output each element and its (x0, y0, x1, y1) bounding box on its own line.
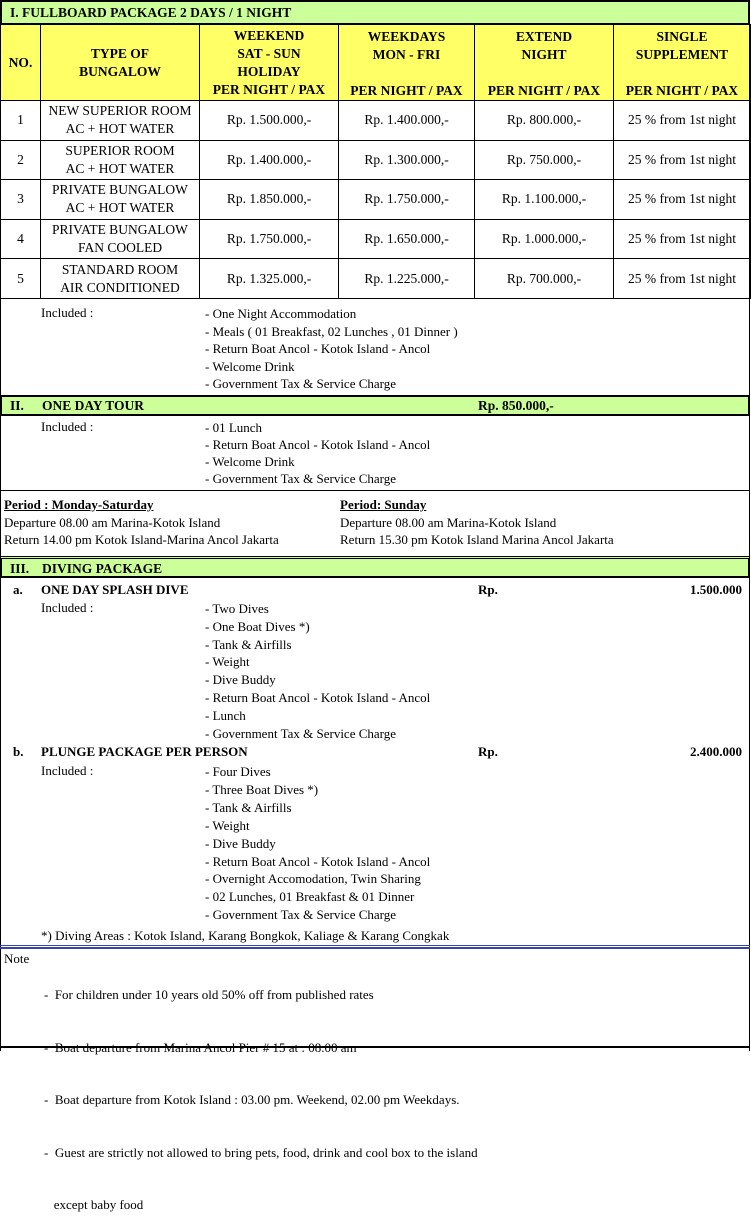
header-no: NO. (1, 25, 41, 101)
weekdays-price: Rp. 1.750.000,- (339, 180, 475, 220)
section-3-header (0, 556, 750, 578)
list-item: - Government Tax & Service Charge (205, 907, 397, 923)
section-2-title: ONE DAY TOUR (42, 398, 145, 413)
table-row (1, 180, 751, 220)
weekend-price: Rp. 1.500.000,- (200, 101, 339, 141)
bottom-border (0, 1046, 750, 1048)
sec2-divider (0, 490, 750, 491)
frame-right (749, 0, 750, 1051)
weekend-price: Rp. 1.750.000,- (200, 219, 339, 259)
note-divider (0, 945, 750, 949)
list-item: - Two Dives (205, 601, 269, 616)
list-item: except baby food (44, 1197, 144, 1212)
period-weekday-departure: Departure 08.00 am Marina-Kotok Island (4, 514, 221, 530)
section-2-number: II. (10, 398, 24, 413)
package-b-included-list (205, 763, 430, 924)
header-type: TYPE OF BUNGALOW (41, 25, 200, 101)
row-number: 1 (1, 101, 41, 141)
extend-price: Rp. 1.000.000,- (475, 219, 614, 259)
list-item: - Tank & Airfills (205, 636, 292, 652)
section-3-number: III. (10, 561, 30, 576)
period-sunday-departure: Departure 08.00 am Marina-Kotok Island (340, 514, 557, 530)
list-item: - Return Boat Ancol - Kotok Island - Ancol (205, 437, 431, 452)
package-b-rp: Rp. (478, 744, 498, 759)
single-supplement: 25 % from 1st night (614, 101, 751, 141)
section-2-header (0, 395, 750, 416)
extend-price: Rp. 800.000,- (475, 101, 614, 141)
period-sunday-return: Return 15.30 pm Kotok Island Marina Ancol Jakarta (340, 532, 614, 547)
row-number: 3 (1, 180, 41, 220)
period-weekday-title: Period : Monday-Saturday (4, 497, 154, 512)
section-3-title: DIVING PACKAGE (42, 561, 163, 576)
list-item: - Weight (205, 654, 250, 670)
package-b-letter: b. (13, 744, 24, 759)
header-weekdays: WEEKDAYS MON - FRI PER NIGHT / PAX (339, 25, 475, 101)
weekend-price: Rp. 1.850.000,- (200, 180, 339, 220)
package-a-price: 1.500.000 (690, 582, 742, 597)
bungalow-price-table (0, 24, 751, 299)
section-1-title: I. FULLBOARD PACKAGE 2 DAYS / 1 NIGHT (10, 5, 292, 20)
list-item: - Lunch (205, 707, 246, 723)
list-item: - Dive Buddy (205, 835, 276, 851)
sec1-included-list (205, 305, 458, 393)
list-item: - Government Tax & Service Charge (205, 471, 397, 486)
extend-price: Rp. 1.100.000,- (475, 180, 614, 220)
list-item: - Tank & Airfills (205, 799, 292, 815)
list-item: - 01 Lunch (205, 420, 263, 435)
list-item: - Return Boat Ancol - Kotok Island - Ancol (205, 341, 431, 357)
frame-left (0, 0, 1, 1051)
weekend-price: Rp. 1.325.000,- (200, 259, 339, 299)
bungalow-type: SUPERIOR ROOM AC + HOT WATER (41, 140, 200, 180)
row-number: 4 (1, 219, 41, 259)
list-item: - Three Boat Dives *) (205, 781, 319, 797)
table-row (1, 101, 751, 141)
package-b-title: PLUNGE PACKAGE PER PERSON (41, 744, 248, 759)
table-row (1, 259, 751, 299)
extend-price: Rp. 750.000,- (475, 140, 614, 180)
note-label: Note (4, 951, 30, 966)
single-supplement: 25 % from 1st night (614, 219, 751, 259)
list-item: - Overnight Accomodation, Twin Sharing (205, 871, 421, 887)
list-item: - Boat departure from Marina Ancol Pier # 15 at : 08.00 am (44, 1039, 357, 1055)
sec1-included-label: Included : (41, 305, 94, 320)
row-number: 5 (1, 259, 41, 299)
package-a-title: ONE DAY SPLASH DIVE (41, 582, 189, 597)
weekdays-price: Rp. 1.400.000,- (339, 101, 475, 141)
sec2-included-list (205, 419, 430, 487)
list-item: - Four Dives (205, 764, 271, 779)
single-supplement: 25 % from 1st night (614, 140, 751, 180)
list-item: - Return Boat Ancol - Kotok Island - Ancol (205, 689, 431, 705)
period-weekday-return: Return 14.00 pm Kotok Island-Marina Ancol Jakarta (4, 532, 279, 547)
weekdays-price: Rp. 1.650.000,- (339, 219, 475, 259)
list-item: - For children under 10 years old 50% off from published rates (44, 987, 374, 1002)
section-1-header (0, 0, 750, 25)
list-item: - 02 Lunches, 01 Breakfast & 01 Dinner (205, 889, 415, 905)
package-b-price: 2.400.000 (690, 744, 742, 759)
package-b-included-label: Included : (41, 763, 94, 778)
note-list (44, 951, 478, 1231)
bungalow-type: PRIVATE BUNGALOW FAN COOLED (41, 219, 200, 259)
list-item: - Government Tax & Service Charge (205, 725, 397, 741)
list-item: - Return Boat Ancol - Kotok Island - Ancol (205, 853, 431, 869)
header-single: SINGLE SUPPLEMENT PER NIGHT / PAX (614, 25, 751, 101)
package-a-rp: Rp. (478, 582, 498, 597)
single-supplement: 25 % from 1st night (614, 259, 751, 299)
weekdays-price: Rp. 1.300.000,- (339, 140, 475, 180)
section-2-price: Rp. 850.000,- (478, 398, 554, 413)
list-item: - One Night Accommodation (205, 306, 357, 321)
header-extend: EXTEND NIGHT PER NIGHT / PAX (475, 25, 614, 101)
list-item: - One Boat Dives *) (205, 618, 310, 634)
single-supplement: 25 % from 1st night (614, 180, 751, 220)
list-item: - Guest are strictly not allowed to bring pets, food, drink and cool box to the island (44, 1144, 478, 1160)
period-weekday (4, 496, 279, 549)
package-a-included-label: Included : (41, 600, 94, 615)
diving-areas: *) Diving Areas : Kotok Island, Karang Bongkok, Kaliage & Karang Congkak (41, 928, 450, 943)
table-row (1, 219, 751, 259)
package-a-letter: a. (13, 582, 23, 597)
list-item: - Dive Buddy (205, 672, 276, 688)
bungalow-type: PRIVATE BUNGALOW AC + HOT WATER (41, 180, 200, 220)
header-weekend: WEEKEND SAT - SUN HOLIDAY PER NIGHT / PAX (200, 25, 339, 101)
row-number: 2 (1, 140, 41, 180)
list-item: - Welcome Drink (205, 454, 295, 469)
period-sunday-title: Period: Sunday (340, 497, 427, 512)
extend-price: Rp. 700.000,- (475, 259, 614, 299)
period-sunday (340, 496, 614, 549)
list-item: - Meals ( 01 Breakfast, 02 Lunches , 01 Dinner ) (205, 323, 458, 339)
weekdays-price: Rp. 1.225.000,- (339, 259, 475, 299)
package-a-included-list (205, 600, 430, 742)
bungalow-type: STANDARD ROOM AIR CONDITIONED (41, 259, 200, 299)
list-item: - Government Tax & Service Charge (205, 376, 397, 392)
bungalow-type: NEW SUPERIOR ROOM AC + HOT WATER (41, 101, 200, 141)
sec2-included-label: Included : (41, 419, 94, 434)
list-item: - Boat departure from Kotok Island : 03.00 pm. Weekend, 02.00 pm Weekdays. (44, 1092, 460, 1107)
list-item: - Weight (205, 817, 250, 833)
list-item: - Welcome Drink (205, 358, 295, 374)
weekend-price: Rp. 1.400.000,- (200, 140, 339, 180)
table-row (1, 140, 751, 180)
